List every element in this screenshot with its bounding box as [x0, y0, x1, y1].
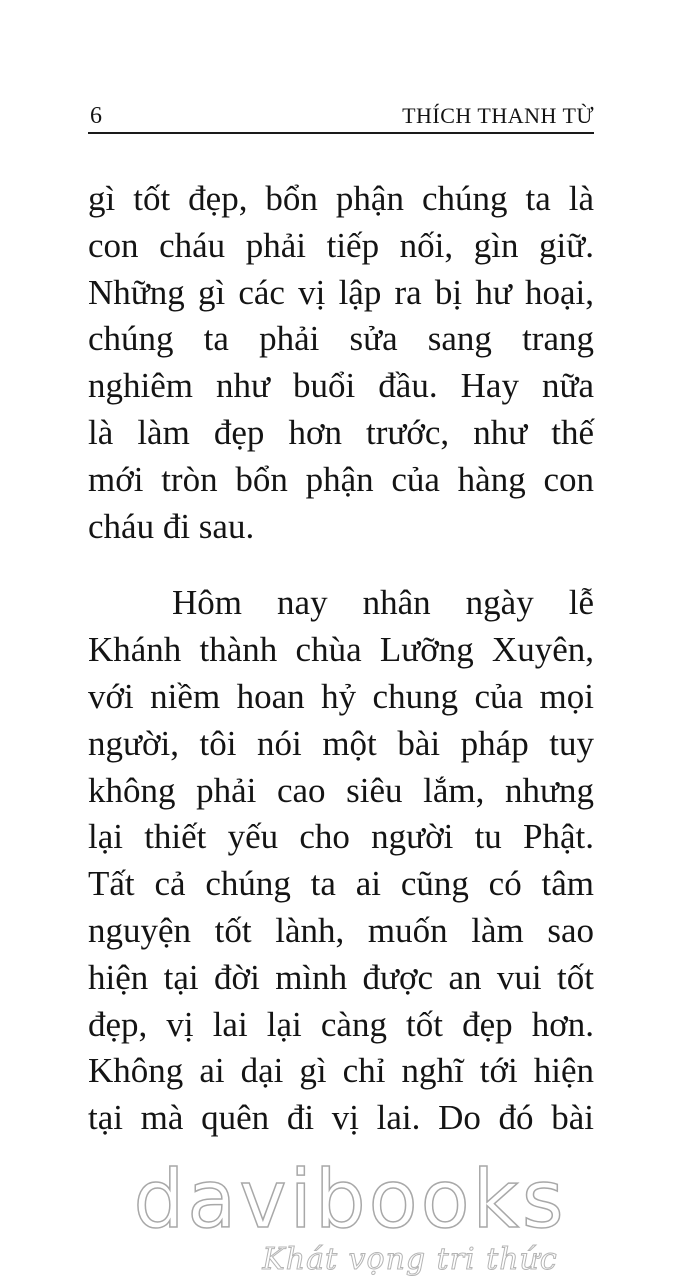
text-line: với niềm hoan hỷ chung của mọi: [88, 676, 594, 716]
text-line: Những gì các vị lập ra bị hư hoại,: [88, 272, 594, 312]
text-line: lại thiết yếu cho người tu Phật.: [88, 817, 594, 857]
text-line: mới tròn bổn phận của hàng con: [88, 459, 594, 499]
watermark-tagline: Khát vọng tri thức: [262, 1242, 558, 1277]
text-line: Khánh thành chùa Lưỡng Xuyên,: [88, 630, 594, 670]
publisher-watermark: [0, 1153, 700, 1286]
text-line: nghiêm như buổi đầu. Hay nữa: [88, 366, 594, 406]
text-line: Tất cả chúng ta ai cũng có tâm: [88, 864, 594, 904]
paragraph-gap: [88, 550, 594, 580]
text-line: Không ai dại gì chỉ nghĩ tới hiện: [88, 1051, 594, 1091]
text-line: người, tôi nói một bài pháp tuy: [88, 723, 594, 763]
text-line: hiện tại đời mình được an vui tốt: [88, 957, 594, 997]
text-line: gì tốt đẹp, bổn phận chúng ta là: [88, 179, 594, 218]
text-line: con cháu phải tiếp nối, gìn giữ.: [88, 225, 594, 265]
text-line: là làm đẹp hơn trước, như thế: [88, 412, 594, 452]
text-line: không phải cao siêu lắm, nhưng: [88, 770, 594, 810]
text-line: nguyện tốt lành, muốn làm sao: [88, 910, 594, 950]
watermark-logo: davibooks: [133, 1153, 567, 1246]
text-line: Hôm nay nhân ngày lễ: [172, 583, 594, 623]
running-title: THÍCH THANH TỪ: [402, 103, 594, 128]
text-line: chúng ta phải sửa sang trang: [88, 319, 594, 359]
paragraph-1: [88, 176, 594, 550]
body-text: [88, 176, 594, 1142]
text-line: tại mà quên đi vị lai. Do đó bài: [88, 1098, 594, 1138]
text-line: đẹp, vị lai lại càng tốt đẹp hơn.: [88, 1004, 594, 1044]
page-header: [88, 100, 594, 130]
header-rule: [88, 132, 594, 134]
page-number: 6: [90, 103, 102, 129]
text-line: cháu đi sau.: [88, 506, 255, 546]
paragraph-2: [88, 580, 594, 1142]
